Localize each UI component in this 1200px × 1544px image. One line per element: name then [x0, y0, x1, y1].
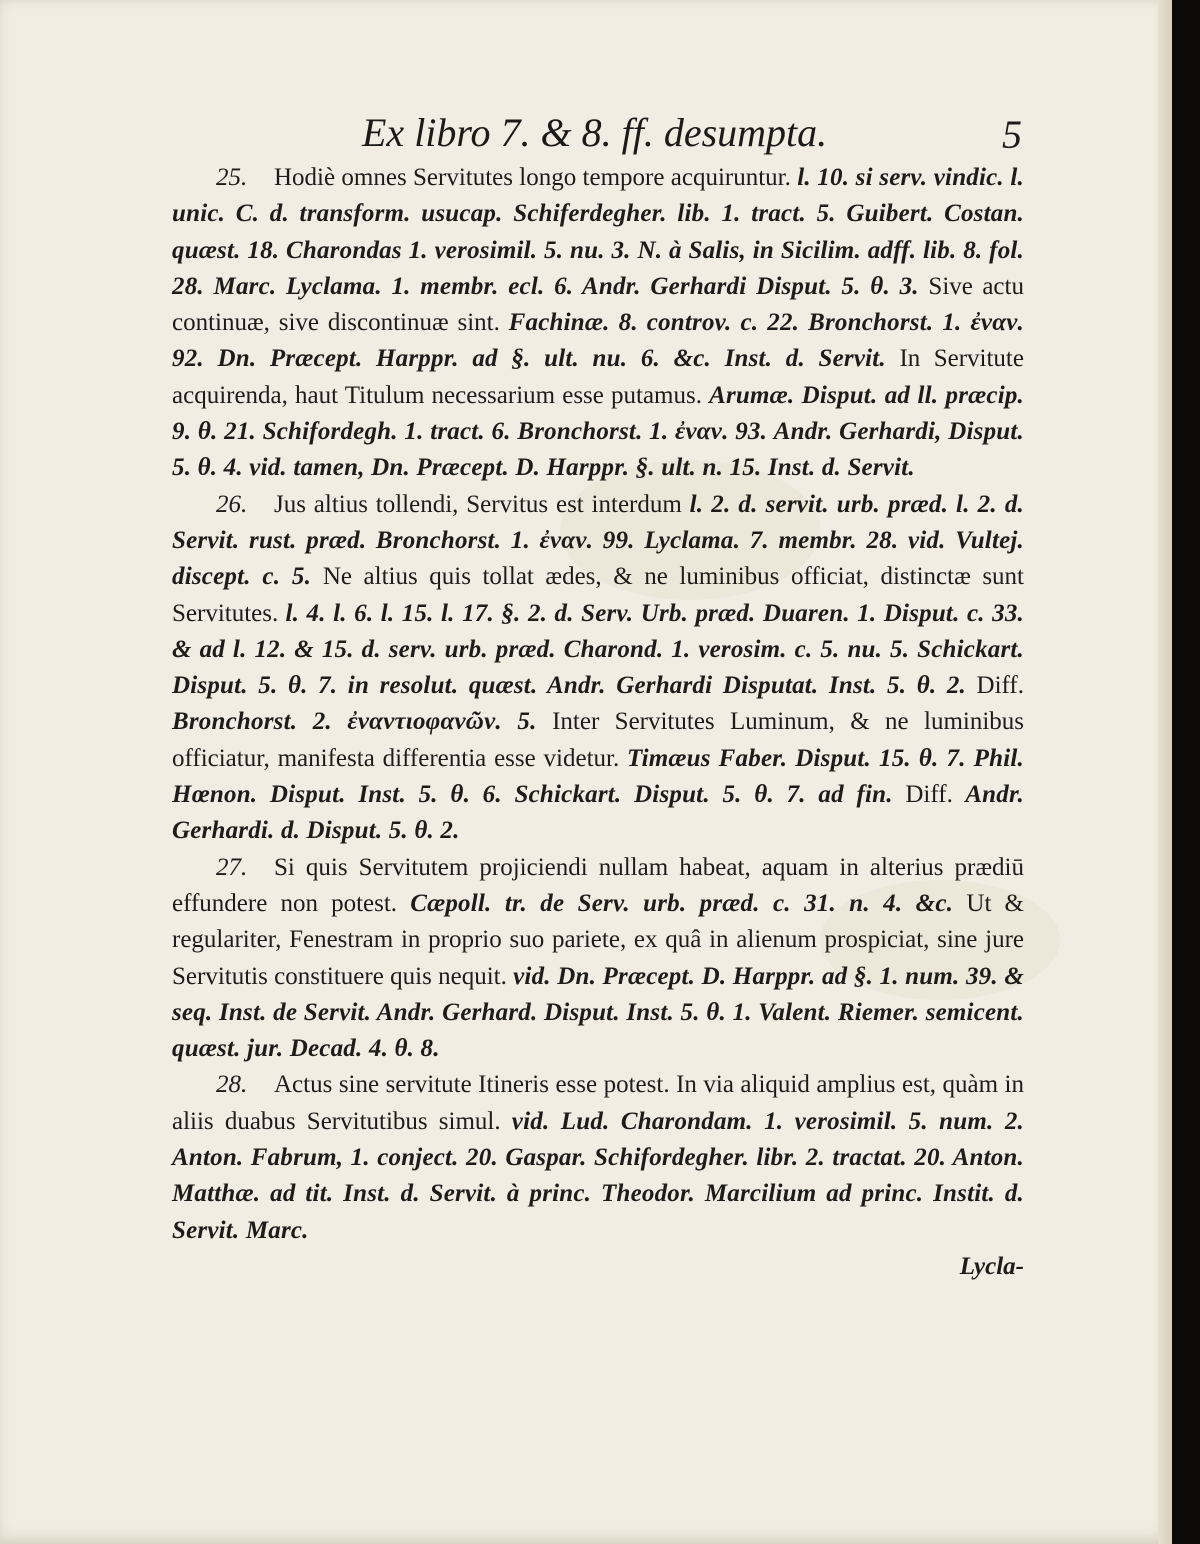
citation-segment: vid. Lud. Charondam. 1. verosimil. 5. num. 2. Anton. Fabrum, 1. conject. 20. Gaspar. Schifordegher. libr. 2. tractat. 20. Anton. Matthæ. ad tit. Inst. d. Servit. à princ. Theodor. Marcilium ad princ. Instit. d. Servit. Marc.: [172, 1107, 1024, 1244]
text-segment: Diff.: [976, 672, 1024, 700]
paragraph-27: [172, 850, 1024, 1068]
paragraph-28: [172, 1067, 1024, 1248]
text-segment: Si quis Servitutem projiciendi nullam habeat, aquam in alterius prædiū effundere non potest.: [172, 853, 1024, 917]
paragraph-number: 28.: [216, 1071, 248, 1099]
paragraph-number: 26.: [216, 490, 248, 518]
text-segment: Jus altius tollendi, Servitus est interdum: [274, 490, 690, 518]
citation-segment: l. 2. d. servit. urb. præd. l. 2. d. Servit. rust. præd. Bronchorst. 1. ἐναν. 99. Lyclama. 7. membr. 28. vid. Vultej. discept. c. 5.: [172, 490, 1024, 591]
text-segment: Inter Servitutes Luminum, & ne luminibus officiatur, manifesta differentia esse videtur.: [172, 708, 1025, 772]
citation-segment: Arumæ. Disput. ad ll. præcip. 9. θ. 21. Schifordegh. 1. tract. 6. Bronchorst. 1. ἐναν. 93. Andr. Gerhardi, Disput. 5. θ. 4. vid. tamen, Dn. Præcept. D. Harppr. §. ult. n. 15. Inst. d. Servit.: [172, 381, 1024, 482]
citation-segment: l. 4. l. 6. l. 15. l. 17. §. 2. d. Serv. Urb. præd. Duaren. 1. Disput. c. 33. & ad l. 12. & 15. d. serv. urb. præd. Charond. 1. verosim. c. 5. nu. 5. Schickart. Disput. 5. θ. 7. in resolut. quæst. Andr. Gerhardi Disputat. Inst. 5. θ. 2.: [172, 599, 1024, 700]
text-segment: Ne altius quis tollat ædes, & ne luminibus officiat, distinctæ sunt Servitutes.: [172, 563, 1024, 627]
catchword: Lycla-: [959, 1252, 1024, 1280]
text-segment: Diff.: [905, 781, 966, 809]
paragraph-number: 27.: [216, 853, 248, 881]
text-segment: Actus sine servitute Itineris esse potest. In via aliquid amplius est, quàm in aliis duabus Servitutibus simul.: [172, 1071, 1024, 1135]
text-segment: Hodiè omnes Servitutes longo tempore acquiruntur.: [274, 164, 798, 191]
citation-segment: Andr. Gerhardi. d. Disput. 5. θ. 2.: [172, 781, 1024, 845]
page-number: 5: [1002, 112, 1022, 157]
text-segment: Sive actu continuæ, sive discontinuæ sint.: [172, 272, 1024, 337]
text-segment: In Servitute acquirenda, haut Titulum necessarium esse putamus.: [172, 345, 1024, 409]
paragraph-26: [172, 487, 1024, 850]
text-segment: Ut & regulariter, Fenestram in proprio suo pariete, ex quâ in alienum prospiciat, sine jure Servitutis constituere quis nequit.: [172, 889, 1024, 990]
citation-segment: vid. Dn. Præcept. D. Harppr. ad §. 1. num. 39. & seq. Inst. de Servit. Andr. Gerhard. Disput. Inst. 5. θ. 1. Valent. Riemer. semicent. quæst. jur. Decad. 4. θ. 8.: [172, 962, 1024, 1063]
citation-segment: Fachinæ. 8. controv. c. 22. Bronchorst. 1. ἐναν. 92. Dn. Præcept. Harppr. ad §. ult. nu. 6. &c. Inst. d. Servit.: [172, 309, 1024, 373]
paragraph-25: [172, 160, 1024, 487]
running-title: Ex libro 7. & 8. ff. desumpta.: [362, 110, 828, 155]
citation-segment: Bronchorst. 2. ἐναντιοφανῶν. 5.: [172, 708, 553, 736]
citation-segment: Cæpoll. tr. de Serv. urb. præd. c. 31. n. 4. &c.: [410, 889, 967, 917]
paragraph-number: 25.: [216, 164, 248, 191]
page-edge: [1158, 0, 1172, 1544]
citation-segment: Timæus Faber. Disput. 15. θ. 7. Phil. Hœnon. Disput. Inst. 5. θ. 6. Schickart. Disput. 5. θ. 7. ad fin.: [172, 744, 1024, 809]
page-header: [0, 108, 1168, 160]
body-text: [172, 160, 1024, 1285]
citation-segment: l. 10. si serv. vindic. l. unic. C. d. transform. usucap. Schiferdegher. lib. 1. tract. 5. Guibert. Costan. quæst. 18. Charondas 1. verosimil. 5. nu. 3. N. à Salis, in Sicilim. adff. lib. 8. fol. 28. Marc. Lyclama. 1. membr. ecl. 6. Andr. Gerhardi Disput. 5. θ. 3.: [172, 164, 1024, 300]
